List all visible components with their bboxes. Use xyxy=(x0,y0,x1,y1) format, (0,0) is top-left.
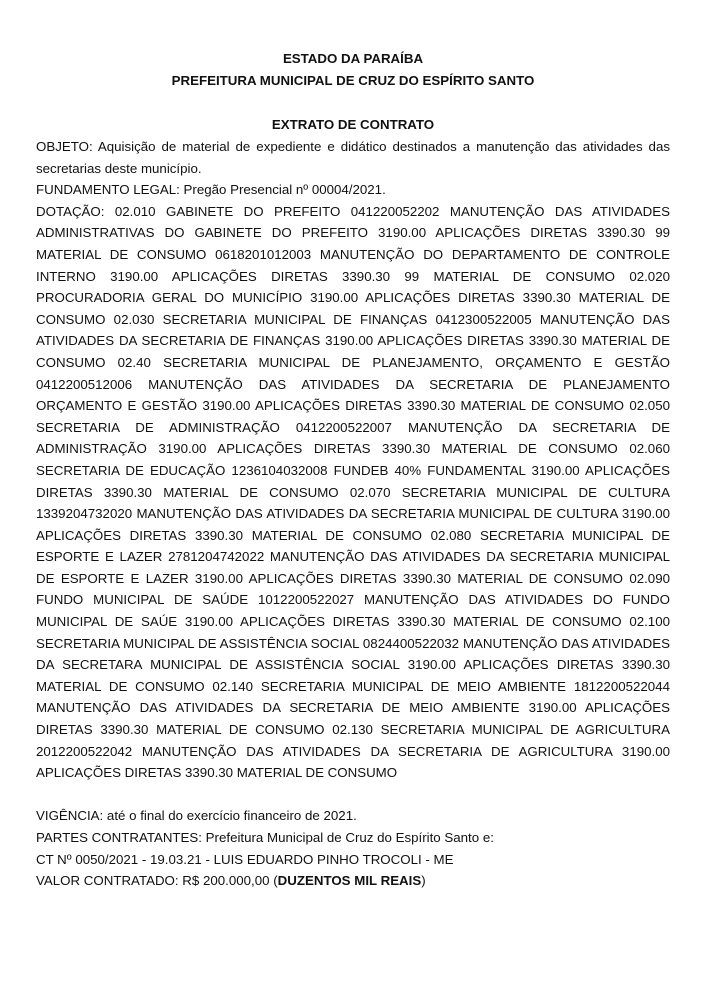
document-content xyxy=(36,48,670,892)
fundamento-paragraph: FUNDAMENTO LEGAL: Pregão Presencial nº 00004/2021. xyxy=(36,182,386,198)
valor-prefix: VALOR CONTRATADO: R$ 200.000,00 ( xyxy=(36,873,278,889)
valor-suffix: ) xyxy=(421,873,426,889)
municipality-heading: PREFEITURA MUNICIPAL DE CRUZ DO ESPÍRITO SANTO xyxy=(171,73,535,88)
contract-number-line: CT Nº 0050/2021 - 19.03.21 - LUIS EDUARDO PINHO TROCOLI - ME xyxy=(36,851,454,867)
state-heading: ESTADO DA PARAÍBA xyxy=(282,51,424,66)
valor-paragraph xyxy=(36,870,670,892)
objeto-paragraph: OBJETO: Aquisição de material de expediente e didático destinados a manutenção das atividades das secretarias deste município. xyxy=(36,139,670,176)
partes-paragraph: PARTES CONTRATANTES: Prefeitura Municipal de Cruz do Espírito Santo e: xyxy=(36,830,494,845)
valor-extenso: DUZENTOS MIL REAIS xyxy=(277,873,422,889)
vigencia-paragraph: VIGÊNCIA: até o final do exercício financeiro de 2021. xyxy=(36,808,357,824)
spacer xyxy=(36,784,670,806)
dotacao-paragraph: DOTAÇÃO: 02.010 GABINETE DO PREFEITO 041220052202 MANUTENÇÃO DAS ATIVIDADES ADMINISTRATIVAS DO GABINETE DO PREFEITO 3190.00 APLICAÇÕES DIRETAS 3390.30 99 MATERIAL DE CONSUMO 0618201012003 MANUTENÇÃO DO DEPARTAMENTO DE CONTROLE INTERNO 3190.00 APLICAÇÕES DIRETAS 3390.30 99 MATERIAL DE CONSUMO 02.020 PROCURADORIA GERAL DO MUNICÍPIO 3190.00 APLICAÇÕES DIRETAS 3390.30 MATERIAL DE CONSUMO 02.030 SECRETARIA MUNICIPAL DE FINANÇAS 0412300522005 MANUTENÇÃO DAS ATIVIDADES DA SECRETARIA DE FINANÇAS 3190.00 APLICAÇÕES DIRETAS 3390.30 MATERIAL DE CONSUMO 02.40 SECRETARIA MUNICIPAL DE PLANEJAMENTO, ORÇAMENTO E GESTÃO 0412200512006 MANUTENÇÃO DAS ATIVIDADES DA SECRETARIA DE PLANEJAMENTO ORÇAMENTO E GESTÃO 3190.00 APLICAÇÕES DIRETAS 3390.30 MATERIAL DE CONSUMO 02.050 SECRETARIA DE ADMINISTRAÇÃO 0412200522007 MANUTENÇÃO DA SECRETARIA DE ADMINISTRAÇÃO 3190.00 APLICAÇÕES DIRETAS 3390.30 MATERIAL DE CONSUMO 02.060 SECRETARIA DE EDUCAÇÃO 1236104032008 FUNDEB 40% FUNDAMENTAL 3190.00 APLICAÇÕES DIRETAS 3390.30 MATERIAL DE CONSUMO 02.070 SECRETARIA MUNICIPAL DE CULTURA 1339204732020 MANUTENÇÃO DAS ATIVIDADES DA SECRETARIA MUNICIPAL DE CULTURA 3190.00 APLICAÇÕES DIRETAS 3390.30 MATERIAL DE CONSUMO 02.080 SECRETARIA MUNICIPAL DE ESPORTE E LAZER 2781204742022 MANUTENÇÃO DAS ATIVIDADES DA SECRETARIA MUNICIPAL DE ESPORTE E LAZER 3190.00 APLICAÇÕES DIRETAS 3390.30 MATERIAL DE CONSUMO 02.090 FUNDO MUNICIPAL DE SAÚDE 1012200522027 MANUTENÇÃO DAS ATIVIDADES DO FUNDO MUNICIPAL DE SAÚE 3190.00 APLICAÇÕES DIRETAS 3390.30 MATERIAL DE CONSUMO 02.100 SECRETARIA MUNICIPAL DE ASSISTÊNCIA SOCIAL 0824400522032 MANUTENÇÃO DAS ATIVIDADES DA SECRETARA MUNICIPAL DE ASSISTÊNCIA SOCIAL 3190.00 APLICAÇÕES DIRETAS 3390.30 MATERIAL DE CONSUMO 02.140 SECRETARIA MUNICIPAL DE MEIO AMBIENTE 1812200522044 MANUTENÇÃO DAS ATIVIDADES DA SECRETARIA DE MEIO AMBIENTE 3190.00 APLICAÇÕES DIRETAS 3390.30 MATERIAL DE CONSUMO 02.130 SECRETARIA MUNICIPAL DE AGRICULTURA 2012200522042 MANUTENÇÃO DAS ATIVIDADES DA SECRETARIA DE AGRICULTURA 3190.00 APLICAÇÕES DIRETAS 3390.30 MATERIAL DE CONSUMO xyxy=(36,203,670,781)
document-title: EXTRATO DE CONTRATO xyxy=(271,117,435,132)
